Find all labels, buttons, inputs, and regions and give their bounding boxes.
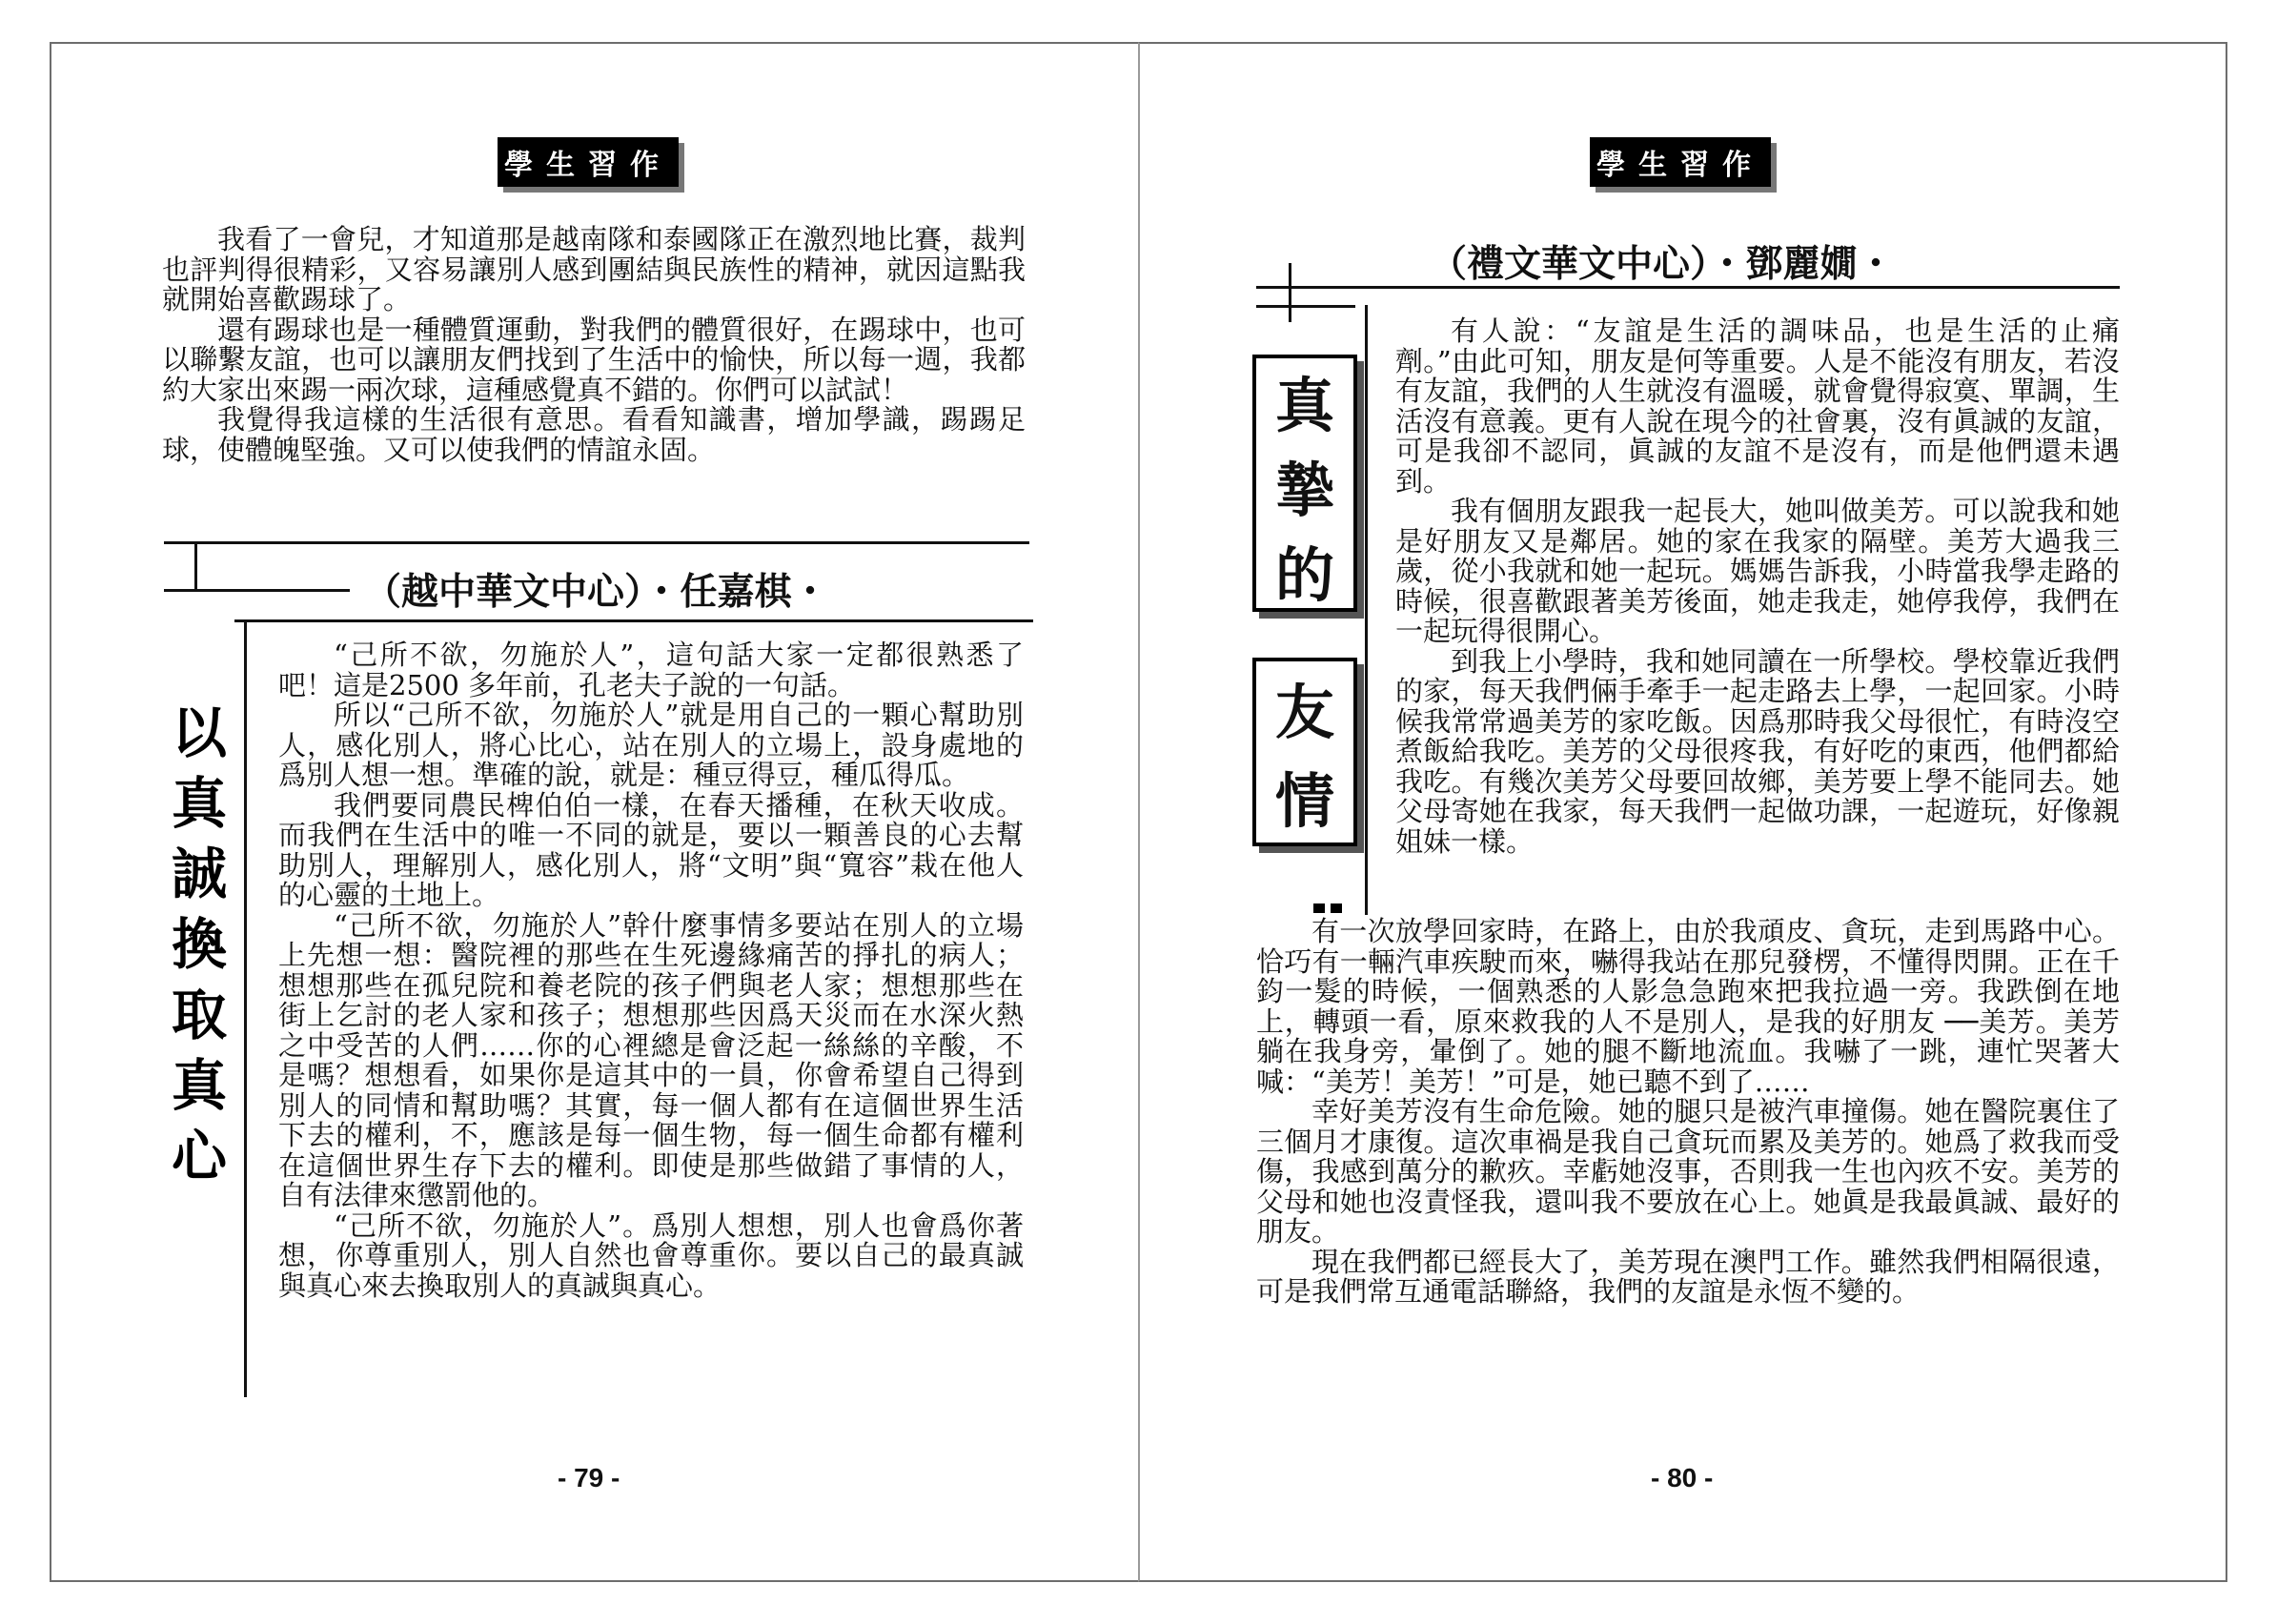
left-intro-text bbox=[162, 225, 1026, 465]
right-essay-bottom-text bbox=[1256, 917, 2120, 1308]
decor-mark bbox=[1313, 903, 1325, 913]
title-char: 換 bbox=[172, 912, 228, 977]
left-vertical-title bbox=[172, 698, 227, 1191]
title-char: 以 bbox=[172, 700, 228, 765]
essay-paragraph: 幸好美芳沒有生命危險。她的腿只是被汽車撞傷。她在醫院裏住了三個月才康復。這次車禍是我自己貪玩而累及美芳的。她爲了救我而受傷，我感到萬分的歉疚。幸虧她沒事，否則我一生也內疚不安。美芳的父母和她也沒責怪我，還叫我不要放在心上。她眞是我最眞誠、最好的朋友。 bbox=[1256, 1095, 2120, 1248]
essay-paragraph: 有一次放學回家時，在路上，由於我頑皮、貪玩，走到馬路中心。恰巧有一輛汽車疾駛而來，嚇得我站在那兒發楞，不懂得閃開。正在千鈞一髮的時候，一個熟悉的人影急急跑來把我拉過一旁。我跌倒在地上，轉頭一看，原來救我的人不是別人，是我的好朋友 ──美芳。美芳躺在我身旁，暈倒了。她的腿不斷地流血。我嚇了一跳，連忙哭著大喊：“美芳！美芳！”可是，她已聽不到了…… bbox=[1256, 915, 2120, 1098]
title-char: 摯 bbox=[1274, 456, 1334, 525]
left-header-badge: 學生習作 bbox=[498, 137, 679, 187]
title-char: 友 bbox=[1274, 678, 1334, 747]
right-side-rule bbox=[1365, 305, 1368, 915]
title-char: 的 bbox=[1274, 540, 1334, 610]
essay-paragraph: 到我上小學時，我和她同讀在一所學校。學校靠近我們的家，每天我們倆手牽手一起走路去上學，一起回家。小時候我常常過美芳的家吃飯。因爲那時我父母很忙，有時沒空煮飯給我吃。美芳的父母很疼我，有好吃的東西，他們都給我吃。有幾次美芳父母要回故鄉，美芳要上學不能同去。她父母寄她在我家，每天我們一起做功課，一起遊玩，好像親姐妹一樣。 bbox=[1395, 644, 2120, 858]
left-byline-rule bbox=[164, 589, 350, 592]
essay-paragraph: 現在我們都已經長大了，美芳現在澳門工作。雖然我們相隔很遠，可是我們常互通電話聯絡，我們的友誼是永恆不變的。 bbox=[1256, 1245, 2120, 1308]
essay-paragraph: 我們要同農民椑伯伯一樣，在春天播種，在秋天收成。而我們在生活中的唯一不同的就是，要以一顆善良的心去幫助別人，理解別人，感化別人，將“文明”與“寬容”栽在他人的心靈的土地上。 bbox=[278, 788, 1024, 911]
right-page-number: - 80 - bbox=[1651, 1463, 1714, 1492]
left-top-rule bbox=[164, 541, 1029, 544]
intro-paragraph: 還有踢球也是一種體質運動，對我們的體質很好，在踢球中，也可以聯繫友誼，也可以讓朋友們找到了生活中的愉快，所以每一週，我都約大家出來踢一兩次球，這種感覺真不錯的。你們可以試試！ bbox=[162, 313, 1026, 406]
title-char: 真 bbox=[172, 771, 228, 836]
title-char: 心 bbox=[172, 1124, 228, 1188]
title-box-bottom bbox=[1252, 658, 1357, 846]
title-char: 取 bbox=[172, 983, 228, 1047]
left-page-number: - 79 - bbox=[558, 1463, 620, 1492]
left-essay-side-rule bbox=[244, 619, 247, 1397]
left-essay-top-rule bbox=[234, 619, 1033, 622]
essay-paragraph: 所以“己所不欲，勿施於人”就是用自己的一顆心幫助別人，感化別人，將心比心，站在別人的立場上，設身處地的爲別人想一想。準確的說，就是：種豆得豆，種瓜得瓜。 bbox=[278, 699, 1024, 791]
title-char: 真 bbox=[172, 1053, 228, 1118]
left-rule-stub bbox=[194, 541, 197, 591]
right-essay-top-text bbox=[1395, 316, 2120, 857]
right-rule-stub bbox=[1289, 263, 1291, 322]
essay-paragraph: “己所不欲，勿施於人”幹什麼事情多要站在別人的立場上先想一想：醫院裡的那些在生死邊緣痛苦的掙扎的病人；想想那些在孤兒院和養老院的孩子們與老人家；想想那些在街上乞討的老人家和孩子；想想那些因爲天災而在水深火熱之中受苦的人們……你的心裡總是會泛起一絲絲的辛酸，不是嗎？想想看，如果你是這其中的一員，你會希望自己得到別人的同情和幫助嗎？其實，每一個人都有在這個世界生活下去的權利，不，應該是每一個生物，每一個生命都有權利在這個世界生存下去的權利。即使是那些做錯了事情的人，自有法律來懲罰他的。 bbox=[278, 908, 1024, 1211]
essay-paragraph: 我有個朋友跟我一起長大，她叫做美芳。可以說我和她是好朋友又是鄰居。她的家在我家的隔壁。美芳大過我三歲，從小我就和她一起玩。媽媽告訴我，小時當我學走路的時候，很喜歡跟著美芳後面，她走我走，她停我停，我們在一起玩得很開心。 bbox=[1395, 495, 2120, 647]
essay-paragraph: “己所不欲，勿施於人”。爲別人想想，別人也會爲你著想，你尊重別人，別人自然也會尊重你。要以自己的最真誠與真心來去換取別人的真誠與真心。 bbox=[278, 1208, 1024, 1302]
title-char: 真 bbox=[1274, 371, 1334, 440]
essay-paragraph: 有人說：“友誼是生活的調味品，也是生活的止痛劑。”由此可知，朋友是何等重要。人是不能沒有朋友，若沒有友誼，我們的人生就沒有溫暖，就會覺得寂寞、單調，生活沒有意義。更有人說在現今的社會裏，沒有眞誠的友誼，可是我卻不認同，眞誠的友誼不是沒有，而是他們還未遇到。 bbox=[1395, 315, 2120, 497]
title-box-top bbox=[1252, 355, 1357, 612]
left-byline: （越中華文中心）・任嘉棋・ bbox=[364, 570, 829, 614]
right-header-badge: 學生習作 bbox=[1590, 137, 1771, 187]
right-short-rule bbox=[1256, 305, 1355, 308]
title-char: 誠 bbox=[172, 842, 228, 906]
left-essay-text bbox=[278, 640, 1024, 1301]
right-top-rule bbox=[1256, 286, 2120, 289]
intro-paragraph: 我看了一會兒，才知道那是越南隊和泰國隊正在激烈地比賽，裁判也評判得很精彩，又容易讓別人感到團結與民族性的精神，就因這點我就開始喜歡踢球了。 bbox=[162, 223, 1026, 315]
intro-paragraph: 我覺得我這樣的生活很有意思。看看知識書，增加學識，踢踢足球，使體魄堅強。又可以使我們的情誼永固。 bbox=[162, 403, 1026, 466]
right-byline: （禮文華文中心）・鄧麗嫺・ bbox=[1430, 242, 1895, 286]
decor-mark bbox=[1331, 903, 1342, 913]
title-char: 情 bbox=[1274, 766, 1334, 836]
essay-paragraph: “己所不欲，勿施於人”，這句話大家一定都很熟悉了吧！這是2500 多年前，孔老夫子說的一句話。 bbox=[278, 639, 1024, 701]
